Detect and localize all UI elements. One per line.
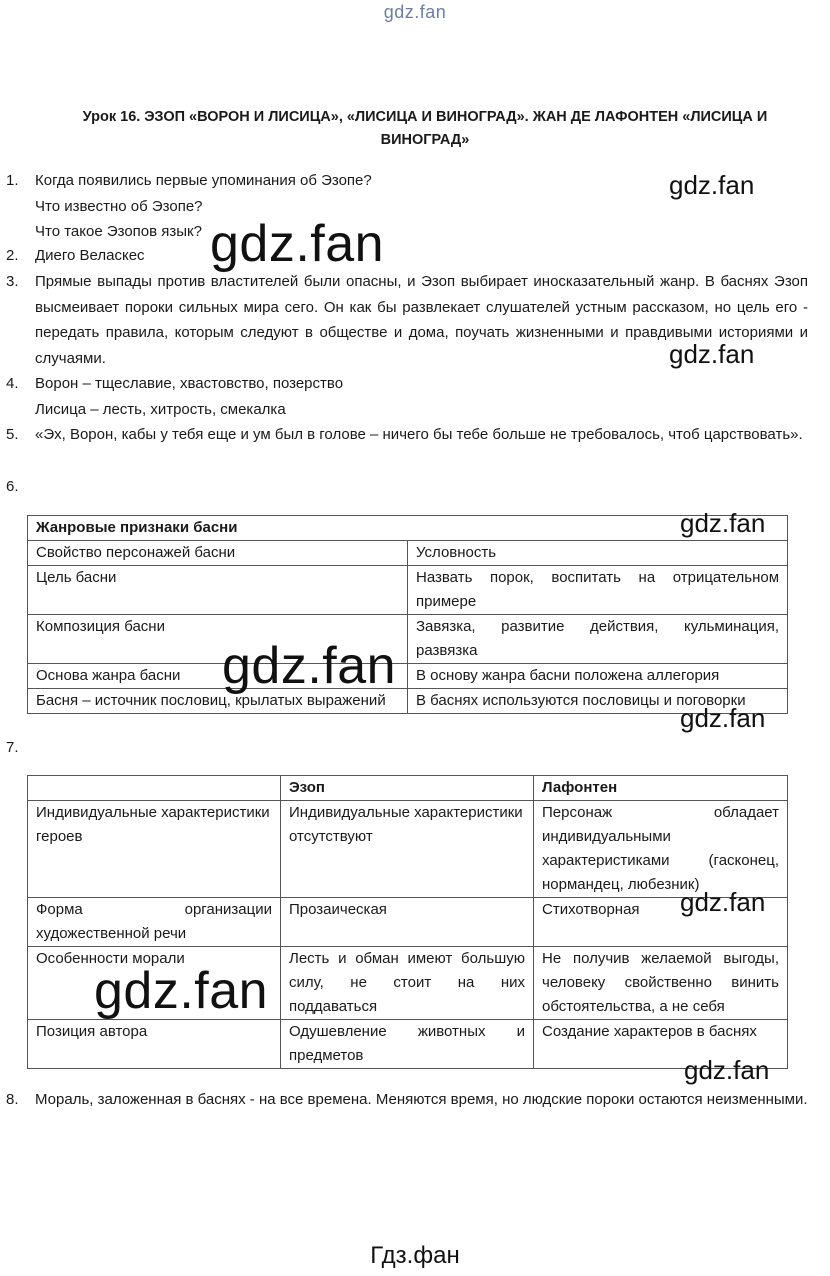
table-header xyxy=(28,776,281,801)
table-row xyxy=(28,664,788,689)
watermark: gdz.fan xyxy=(684,1055,770,1085)
watermark: gdz.fan xyxy=(210,215,385,273)
table-cell: Индивидуальные характеристики отсутствуют xyxy=(281,801,534,898)
answer-text: Прямые выпады против властителей были опасны, и Эзоп выбирает иносказательный жанр. В баснях Эзоп высмеивает пороки сильных мира сего. Он как бы развлекает слушателей устным рассказом, но цель его - передать правила, которым следуют в обществе и дома, поучать жизненными и правдивыми историями и случаями. xyxy=(35,273,808,367)
table-row xyxy=(28,801,788,898)
answer-text: Диего Веласкес xyxy=(35,247,145,264)
table-row xyxy=(28,541,788,566)
table-row xyxy=(28,615,788,664)
watermark: gdz.fan xyxy=(669,339,755,369)
watermark: gdz.fan xyxy=(94,962,269,1020)
question-line: Что известно об Эзопе? xyxy=(35,197,203,215)
item-number: 5. xyxy=(6,426,19,443)
answer-line: Ворон – тщеславие, хвастовство, позерство xyxy=(35,375,344,392)
table-cell: Стихотворная xyxy=(534,898,788,947)
answer-item-4 xyxy=(6,371,808,422)
question-line: Что такое Эзопов язык? xyxy=(35,223,202,240)
table-cell: Композиция басни xyxy=(28,615,408,664)
table-cell: Позиция автора xyxy=(28,1020,281,1069)
table-cell: Завязка, развитие действия, кульминация, развязка xyxy=(408,615,788,664)
table-cell: Назвать порок, воспитать на отрицательном примере xyxy=(408,566,788,615)
table-row xyxy=(28,898,788,947)
table-header-row xyxy=(28,776,788,801)
item-number: 1. xyxy=(6,172,19,189)
table-cell: Лесть и обман имеют большую силу, не стоит на них поддаваться xyxy=(281,947,534,1020)
table-header: Лафонтен xyxy=(534,776,788,801)
table-cell: Свойство персонажей басни xyxy=(28,541,408,566)
table-cell: Создание характеров в баснях xyxy=(534,1020,788,1069)
answer-item-5 xyxy=(6,422,808,448)
table-cell: Одушевление животных и предметов xyxy=(281,1020,534,1069)
table-cell: Условность xyxy=(408,541,788,566)
item-number: 8. xyxy=(6,1091,19,1108)
watermark: gdz.fan xyxy=(680,703,766,733)
top-watermark: gdz.fan xyxy=(383,2,447,22)
question-line: Когда появились первые упоминания об Эзопе? xyxy=(35,172,372,189)
item-number: 6. xyxy=(6,478,19,495)
watermark: gdz.fan xyxy=(222,637,397,695)
item-number: 4. xyxy=(6,375,19,392)
answer-text: Мораль, заложенная в баснях - на все времена. Меняются время, но людские пороки остаются неизменными. xyxy=(35,1091,808,1108)
table-cell: Индивидуальные характеристики героев xyxy=(28,801,281,898)
answer-line: Лисица – лесть, хитрость, смекалка xyxy=(35,400,286,418)
answer-item-8 xyxy=(6,1087,808,1113)
answer-item-2 xyxy=(6,243,808,269)
table-cell: Основа жанра басни xyxy=(28,664,408,689)
table-cell: Цель басни xyxy=(28,566,408,615)
table-row xyxy=(28,566,788,615)
table-cell: В баснях используются пословицы и поговорки xyxy=(408,689,788,714)
table-cell: Прозаическая xyxy=(281,898,534,947)
table-cell: Особенности морали xyxy=(28,947,281,1020)
table-cell: Не получив желаемой выгоды, человеку свойственно винить обстоятельства, а не себя xyxy=(534,947,788,1020)
comparison-table xyxy=(27,775,788,1069)
table-cell: Персонаж обладает индивидуальными характеристиками (гасконец, нормандец, любезник) xyxy=(534,801,788,898)
item-number: 3. xyxy=(6,273,19,290)
item-number: 2. xyxy=(6,247,19,264)
table-cell: Форма организации художественной речи xyxy=(28,898,281,947)
table-cell: Басня – источник пословиц, крылатых выражений xyxy=(28,689,408,714)
answer-text: «Эх, Ворон, кабы у тебя еще и ум был в голове – ничего бы тебе больше не требовалось, чтоб царствовать». xyxy=(35,426,803,443)
item-number: 7. xyxy=(6,739,19,756)
table-row xyxy=(28,689,788,714)
table-row xyxy=(28,1020,788,1069)
table-header: Жанровые признаки басни xyxy=(28,516,788,541)
genre-features-table xyxy=(27,515,788,714)
lesson-title: Урок 16. ЭЗОП «ВОРОН И ЛИСИЦА», «ЛИСИЦА И ВИНОГРАД». ЖАН ДЕ ЛАФОНТЕН «ЛИСИЦА И ВИНОГРАД» xyxy=(82,109,768,148)
table-header: Эзоп xyxy=(281,776,534,801)
watermark: gdz.fan xyxy=(680,508,766,538)
watermark: gdz.fan xyxy=(669,170,755,200)
table-cell: В основу жанра басни положена аллегория xyxy=(408,664,788,689)
watermark: gdz.fan xyxy=(680,887,766,917)
footer-watermark: Гдз.фан xyxy=(370,1242,460,1269)
